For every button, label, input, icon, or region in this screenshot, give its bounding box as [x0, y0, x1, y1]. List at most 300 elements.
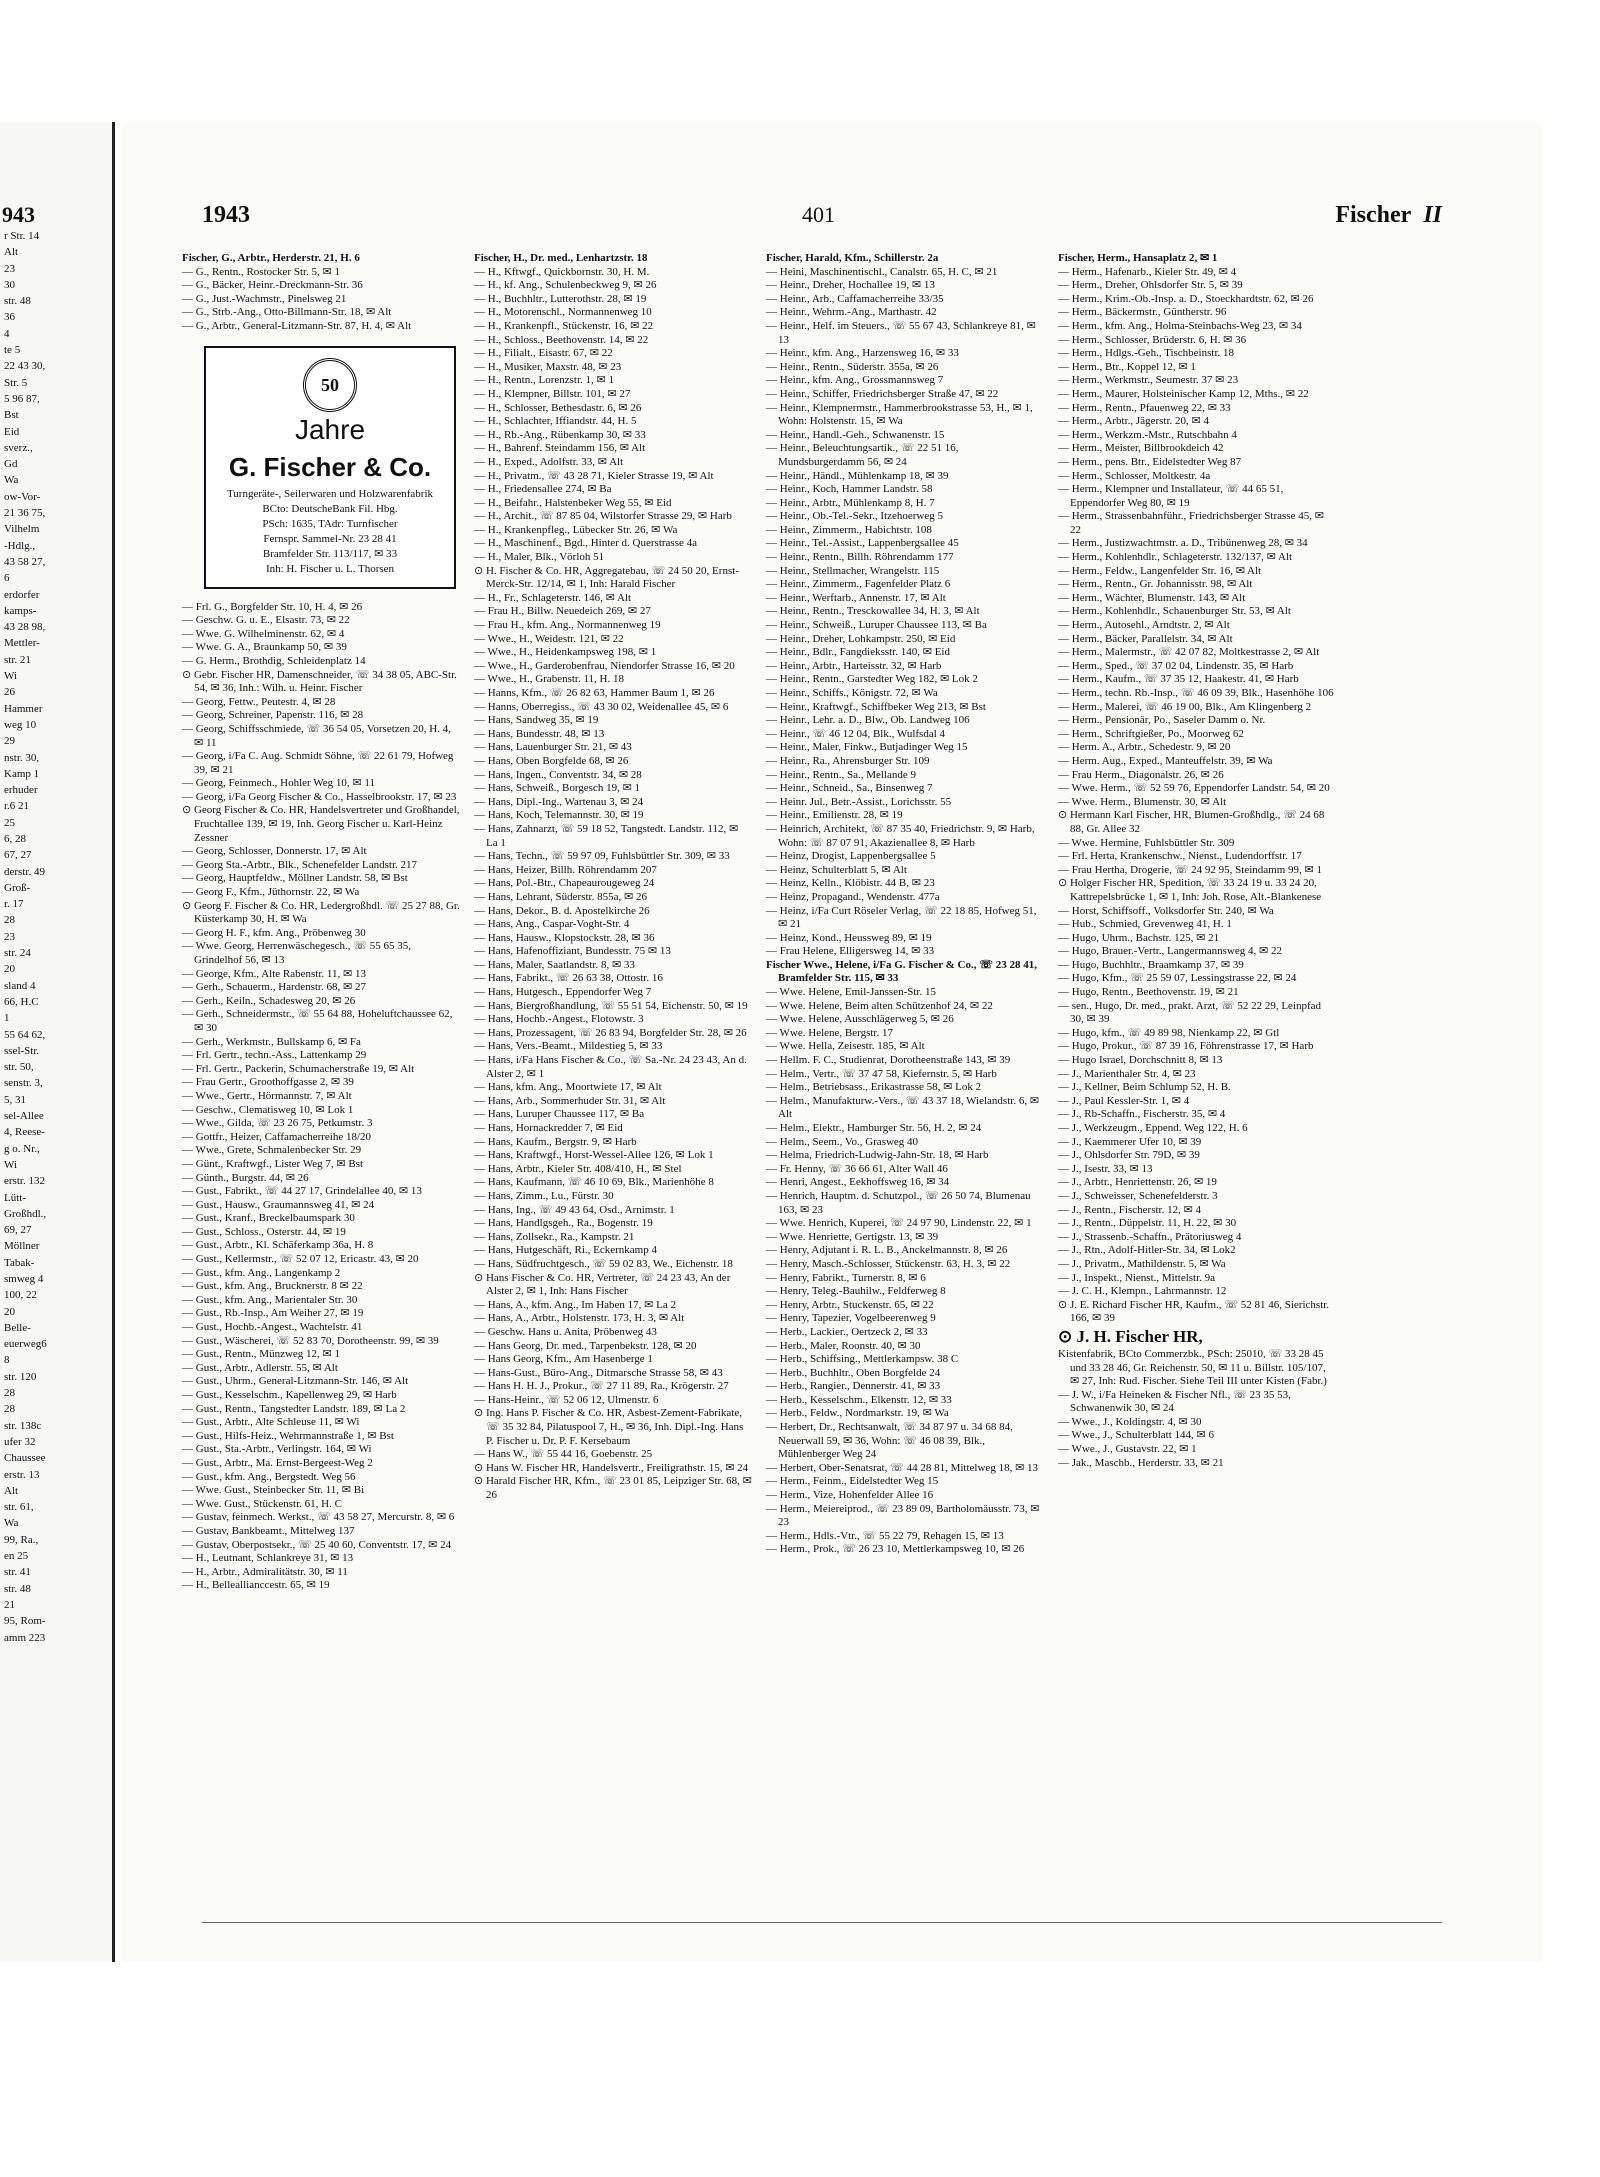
directory-entry: ⊙ J. H. Fischer HR,	[1058, 1326, 1203, 1346]
left-page-fragment-line: Wi	[4, 1158, 17, 1171]
directory-entry: — Heinr., Rentn., Garstedter Weg 182, ✉ Lok 2	[766, 673, 978, 686]
directory-entry: — Jak., Maschb., Herderstr. 33, ✉ 21	[1058, 1456, 1224, 1469]
directory-entry: — Wwe. Helene, Ausschlägerweg 5, ✉ 26	[766, 1013, 954, 1026]
directory-entry: — Georg, Fettw., Peutestr. 4, ✉ 28	[182, 695, 336, 708]
directory-entry: — H., Maler, Blk., Vörloh 51	[474, 551, 605, 564]
page-year: 1943	[202, 202, 250, 228]
left-page-fragment-line: Großhdl.,	[4, 1207, 47, 1220]
directory-entry: — Herm., Pensionär, Po., Saseler Damm o. Nr.	[1058, 714, 1266, 727]
directory-entry: — Hans, Schweiß., Borgesch 19, ✉ 1	[474, 782, 641, 795]
directory-entry: — Wwe. Henrich, Kuperei, ☏ 24 97 90, Lindenstr. 22, ✉ 1	[766, 1217, 1032, 1230]
directory-entry: — Gottfr., Heizer, Caffamacherreihe 18/20	[182, 1130, 372, 1143]
directory-entry: — Heinr., Schiffs., Königstr. 72, ✉ Wa	[766, 687, 938, 699]
left-page-fragment-line: ufer 32	[4, 1435, 36, 1448]
directory-entry: — J., Arbtr., Henriettenstr. 26, ✉ 19	[1058, 1176, 1217, 1189]
directory-entry: — Hans, Prozessagent, ☏ 26 83 94, Borgfelder Str. 28, ✉ 26	[474, 1026, 747, 1039]
directory-entry: — H., Musiker, Maxstr. 48, ✉ 23	[474, 360, 622, 373]
left-page-fragment-line: str. 120	[4, 1370, 37, 1383]
left-page-fragment-line: 95, Rom-	[4, 1615, 46, 1628]
directory-entry: — J., Isestr. 33, ✉ 13	[1058, 1162, 1153, 1175]
directory-entry: ⊙ Hermann Karl Fischer, HR, Blumen-Großhdlg., ☏ 24 68 88, Gr. Allee 32	[1058, 809, 1325, 835]
directory-entry: — Gust., Kranf., Breckelbaumspark 30	[182, 1212, 355, 1225]
directory-entry: — H., Fr., Schlageterstr. 146, ✉ Alt	[474, 591, 632, 604]
directory-entry: Fischer Wwe., Helene, i/Fa G. Fischer & Co., ☏ 23 28 41, Bramfelder Str. 115, ✉ 33	[766, 958, 1037, 985]
left-page-fragment-line: str. 41	[4, 1566, 31, 1579]
running-head	[1335, 202, 1442, 229]
left-page-fragment-line: nstr. 30,	[4, 751, 40, 764]
directory-entry: — Hugo, Rentn., Beethovenstr. 19, ✉ 21	[1058, 986, 1239, 999]
directory-entry: — J., Rentn., Fischerstr. 12, ✉ 4	[1058, 1203, 1202, 1216]
directory-entry: — J., Rtn., Adolf-Hitler-Str. 34, ✉ Lok2	[1058, 1244, 1236, 1257]
column-1	[182, 252, 460, 1932]
directory-entry: — Hans, Heizer, Billh. Röhrendamm 207	[474, 863, 657, 876]
directory-entry: — H., Privatm., ☏ 43 28 71, Kieler Strasse 19, ✉ Alt	[474, 469, 714, 482]
directory-entry: — Herm., Meiereiprod., ☏ 23 89 09, Bartholomäusstr. 73, ✉ 23	[766, 1502, 1040, 1529]
left-page-fragment-line: 21 36 75,	[4, 507, 46, 520]
directory-entry: — H., Krankenpfl., Stückenstr. 16, ✉ 22	[474, 319, 654, 332]
left-page-fragment-line: 25	[4, 816, 15, 829]
left-page-fragment-line: Gd	[4, 458, 18, 471]
directory-entry: ⊙ J. E. Richard Fischer HR, Kaufm., ☏ 52 81 46, Sierichstr. 166, ✉ 39	[1058, 1298, 1330, 1325]
directory-entry: — Frl. Gertr., techn.-Ass., Lattenkamp 29	[182, 1049, 367, 1062]
directory-entry: — Gust., Schloss., Osterstr. 44, ✉ 19	[182, 1225, 346, 1238]
directory-entry: — Herm., Feinm., Eidelstedter Weg 15	[766, 1475, 939, 1488]
directory-entry: — Hugo Israel, Dorchschnitt 8, ✉ 13	[1058, 1054, 1223, 1067]
directory-entry: — Hanns, Kfm., ☏ 26 82 63, Hammer Baum 1, ✉ 26	[474, 687, 715, 699]
directory-entry: — Herb., Maler, Roonstr. 40, ✉ 30	[766, 1339, 921, 1352]
directory-entry: — Wwe. Herm., ☏ 52 59 76, Eppendorfer Landstr. 54, ✉ 20	[1058, 782, 1330, 795]
directory-entry: — Gust., Wäscherei, ☏ 52 83 70, Dorotheenstr. 99, ✉ 39	[182, 1334, 439, 1347]
directory-entry: — Georg, Schiffsschmiede, ☏ 36 54 05, Vorsetzen 20, H. 4, ✉ 11	[182, 722, 451, 749]
directory-entry: — Heinz, Drogist, Lappenbergsallee 5	[766, 850, 936, 863]
directory-entry: — Hans Georg, Dr. med., Tarpenbekstr. 128, ✉ 20	[474, 1339, 697, 1352]
directory-entry: — Herbert, Dr., Rechtsanwalt, ☏ 34 87 97 u. 34 68 84, Neuerwall 59, ✉ 36, Wohn: ☏ 46 08 39, Blk., Mühlenberger Weg 24	[766, 1421, 1013, 1461]
directory-entry: — Gerh., Schneidermstr., ☏ 55 64 88, Hoheluftchaussee 62, ✉ 30	[182, 1008, 453, 1034]
left-page-fragment-line: r. 17	[4, 898, 24, 911]
left-page-fragment-line: en 25	[4, 1550, 29, 1563]
directory-entry: — Herb., Schiffsing., Mettlerkampsw. 38 C	[766, 1353, 959, 1366]
directory-entry: — Gust., Sta.-Arbtr., Verlingstr. 164, ✉ Wi	[182, 1443, 372, 1456]
directory-entry: — Hans, Arb., Sommerhuder Str. 31, ✉ Alt	[474, 1094, 666, 1107]
left-page-fragment-line: erstr. 13	[4, 1468, 40, 1481]
directory-entry: — Hans, Biergroßhandlung, ☏ 55 51 54, Eichenstr. 50, ✉ 19	[474, 999, 748, 1012]
directory-entry: — Heinr., Beleuchtungsartik., ☏ 22 51 16, Mundsburgerdamm 56, ✉ 24	[766, 442, 959, 468]
directory-entry: — J., Werkzeugm., Eppend. Weg 122, H. 6	[1058, 1122, 1248, 1134]
left-page-fragment-line: -Hdlg.,	[4, 539, 36, 552]
directory-entry: — Herb., Kesselschm., Elkenstr. 12, ✉ 33	[766, 1393, 952, 1406]
directory-entry: — Herm., Kohlenhdlr., Schauenburger Str. 53, ✉ Alt	[1058, 605, 1291, 618]
directory-entry: — Herm., Btr., Koppel 12, ✉ 1	[1058, 360, 1196, 373]
directory-entry: — Gust., Hilfs-Heiz., Wehrmannstraße 1, ✉ Bst	[182, 1429, 394, 1442]
left-page-fragment-line: str. 61,	[4, 1501, 34, 1514]
directory-entry: — Frau H., Billw. Neuedeich 269, ✉ 27	[474, 605, 651, 618]
directory-entry: — Hans, Pol.-Btr., Chapeaurougeweg 24	[474, 877, 655, 890]
directory-entry: — H., Archit., ☏ 87 85 04, Wilstorfer Strasse 29, ✉ Harb	[474, 510, 732, 523]
directory-entry: — Heinz, i/Fa Curt Röseler Verlag, ☏ 22 18 85, Hofweg 51, ✉ 21	[766, 904, 1037, 931]
directory-entry: — Heinr., ☏ 46 12 04, Blk., Wulfsdal 4	[766, 727, 946, 740]
directory-entry: — Hub., Schmied, Grevenweg 41, H. 1	[1058, 918, 1232, 931]
left-page-fragment-line: Lütt-	[4, 1191, 26, 1204]
directory-entry: — Wwe. Hermine, Fuhlsbüttler Str. 309	[1058, 836, 1235, 849]
left-page-fragment-line: 5, 31	[4, 1093, 26, 1106]
directory-entry: — Hans, Hutgeschäft, Ri., Eckernkamp 4	[474, 1244, 657, 1257]
directory-entry: — Herm., Kohlenhdlr., Schlageterstr. 132/137, ✉ Alt	[1058, 551, 1293, 564]
directory-entry: — Herm., Schlosser, Brüderstr. 6, H. ✉ 36	[1058, 333, 1247, 346]
left-page-fragment-line: 22 43 30,	[4, 360, 46, 373]
directory-entry: — Herm. Aug., Exped., Manteuffelstr. 39, ✉ Wa	[1058, 754, 1273, 767]
directory-entry: — Heinr., Dreher, Lohkampstr. 250, ✉ Eid	[766, 632, 956, 645]
left-page-fragment-line: Groß-	[4, 881, 31, 894]
directory-entry: — H., Filialt., Eisastr. 67, ✉ 22	[474, 347, 613, 360]
directory-entry: — Henrich, Hauptm. d. Schutzpol., ☏ 26 50 74, Blumenau 163, ✉ 23	[766, 1189, 1031, 1216]
directory-entry: ⊙ Hans W. Fischer HR, Handelsvertr., Freiligrathstr. 15, ✉ 24	[474, 1461, 749, 1474]
directory-entry: — H., Buchhltr., Lutterothstr. 28, ✉ 19	[474, 292, 647, 305]
directory-entry: — Gust., Arbtr., Ma. Ernst-Bergeest-Weg 2	[182, 1456, 373, 1469]
directory-entry: — Heinr., Dreher, Hochallee 19, ✉ 13	[766, 279, 935, 292]
left-page-fragment-line: str. 48	[4, 295, 31, 308]
advert-line: BCto: DeutscheBank Fil. Hbg.	[262, 502, 398, 515]
directory-entry: — Wwe. G. A., Braunkamp 50, ✉ 39	[182, 641, 347, 654]
directory-entry: — Heinr., Ra., Ahrensburger Str. 109	[766, 754, 930, 767]
directory-entry: — Herb., Rangier., Dennerstr. 41, ✉ 33	[766, 1380, 941, 1393]
directory-entry: — J., Rb-Schaffn., Fischerstr. 35, ✉ 4	[1058, 1108, 1226, 1121]
directory-entry: — Heinr., Koch, Hammer Landstr. 58	[766, 483, 933, 496]
directory-entry: — Heinr., Schneid., Sa., Binsenweg 7	[766, 782, 933, 795]
directory-entry: — Georg, Hauptfeldw., Möllner Landstr. 58, ✉ Bst	[182, 872, 408, 885]
directory-entry: — Heinr., Zimmerm., Habichtstr. 108	[766, 523, 932, 536]
left-page-fragment	[0, 122, 115, 1962]
left-page-fragment-line: ow-Vor-	[4, 490, 41, 503]
left-page-fragment-line: 43 28 98,	[4, 621, 46, 634]
directory-entry: — Heinr., kfm. Ang., Harzensweg 16, ✉ 33	[766, 347, 959, 360]
directory-entry: — Herm., Hdlgs.-Geh., Tischbeinstr. 18	[1058, 347, 1234, 360]
left-page-fragment-line: 43 58 27,	[4, 555, 46, 568]
directory-entry: — G., Bäcker, Heinr.-Dreckmann-Str. 36	[182, 279, 363, 292]
left-page-fragment-line: kamps-	[4, 604, 37, 617]
directory-entry: — Hans, Luruper Chaussee 117, ✉ Ba	[474, 1108, 645, 1121]
directory-entry: — Heinr., Klempnermstr., Hammerbrookstrasse 53, H., ✉ 1, Wohn: Holstenstr. 15, ✉ Wa	[766, 401, 1033, 428]
left-page-fragment-line: sland 4	[4, 979, 36, 992]
directory-entry: — Herm., Hdls.-Vtr., ☏ 55 22 79, Rehagen 15, ✉ 13	[766, 1529, 1004, 1542]
left-page-fragment-line: 28	[4, 1387, 15, 1400]
directory-entry: — Hans, Vers.-Beamt., Mildestieg 5, ✉ 33	[474, 1040, 663, 1053]
directory-entry: ⊙ Hans Fischer & Co. HR, Vertreter, ☏ 24 23 43, An der Alster 2, ✉ 1, Inh: Hans Fischer	[474, 1271, 731, 1298]
directory-entry: — Helm., Elektr., Hamburger Str. 56, H. 2, ✉ 24	[766, 1122, 982, 1134]
directory-entry: — Herm. A., Arbtr., Schedestr. 9, ✉ 20	[1058, 741, 1231, 754]
directory-entry: — Herm., Sped., ☏ 37 02 04, Lindenstr. 35, ✉ Harb	[1058, 659, 1294, 672]
directory-entry: — Herm., Werkzm.-Mstr., Rutschbahn 4	[1058, 428, 1237, 441]
directory-entry: — Heinr., kfm. Ang., Grossmannsweg 7	[766, 374, 944, 387]
left-page-fragment-line: Möllner	[4, 1240, 40, 1253]
directory-entry: — Georg H. F., kfm. Ang., Pröbenweg 30	[182, 926, 366, 939]
directory-entry: — Gust., Arbtr., Alte Schleuse 11, ✉ Wi	[182, 1416, 360, 1429]
directory-entry: — Horst, Schiffsoff., Volksdorfer Str. 240, ✉ Wa	[1058, 904, 1274, 917]
directory-entry: — Henry, Arbtr., Stuckenstr. 65, ✉ 22	[766, 1298, 934, 1311]
directory-entry: — H., Beifahr., Halstenbeker Weg 55, ✉ Eid	[474, 496, 672, 509]
directory-entry: — H., Schlachter, Iffiandstr. 44, H. 5	[474, 415, 637, 428]
left-page-fragment-line: str. 24	[4, 947, 31, 960]
directory-entry: — Herm., Autosehl., Arndtstr. 2, ✉ Alt	[1058, 619, 1230, 632]
directory-entry: — Herm., Klempner und Installateur, ☏ 44 65 51, Eppendorfer Weg 80, ✉ 19	[1058, 483, 1284, 509]
directory-entry: — H., Bahrenf. Steindamm 156, ✉ Alt	[474, 442, 646, 455]
left-page-fragment-line: te 5	[4, 344, 21, 357]
directory-entry: — Herb., Feldw., Nordmarkstr. 19, ✉ Wa	[766, 1407, 949, 1420]
directory-entry: — Heinr., Rentn., Süderstr. 355a, ✉ 26	[766, 360, 939, 373]
directory-entry: — Gust., Hochb.-Angest., Wachtelstr. 41	[182, 1321, 363, 1334]
directory-entry: — Heinr., Bdlr., Fangdieksstr. 140, ✉ Eid	[766, 646, 950, 659]
directory-entry: — Heinz, Kond., Heussweg 89, ✉ 19	[766, 931, 932, 944]
directory-entry: — Frau Helene, Elligersweg 14, ✉ 33	[766, 945, 935, 958]
left-page-fragment-line: 100, 22	[4, 1289, 37, 1302]
directory-entry: — Gust., Hausw., Graumannsweg 41, ✉ 24	[182, 1198, 375, 1211]
directory-entry: — Hans, Dipl.-Ing., Wartenau 3, ✉ 24	[474, 795, 644, 808]
directory-entry: — Hans, Kaufmann, ☏ 46 10 69, Blk., Marienhöhe 8	[474, 1176, 714, 1189]
directory-entry: — Herm., Arbtr., Jägerstr. 20, ✉ 4	[1058, 415, 1209, 428]
left-page-fragment-line: Wa	[4, 1517, 19, 1530]
directory-entry: — Herm., Strassenbahnführ., Friedrichsberger Strasse 45, ✉ 22	[1058, 510, 1324, 536]
left-page-fragment-line: r Str. 14	[4, 230, 40, 242]
directory-entry: ⊙ H. Fischer & Co. HR, Aggregatebau, ☏ 24 50 20, Ernst-Merck-Str. 12/14, ✉ 1, Inh: Harald Fischer	[474, 564, 739, 591]
left-page-fragment-line: erdorfer	[4, 588, 40, 601]
directory-entry: — Hans Georg, Kfm., Am Hasenberge 1	[474, 1353, 653, 1366]
directory-entry: — Frau H., kfm. Ang., Normannenweg 19	[474, 619, 661, 632]
directory-entry: — Heinr., Zimmerm., Fagenfelder Platz 6	[766, 578, 951, 591]
directory-entry: ⊙ Georg F. Fischer & Co. HR, Ledergroßhdl. ☏ 25 27 88, Gr. Küsterkamp 30, H. ✉ Wa	[182, 899, 460, 926]
advert-line: PSch: 1635, TAdr: Turnfischer	[262, 517, 398, 530]
directory-entry: — Gust., Kellermstr., ☏ 52 07 12, Ericastr. 43, ✉ 20	[182, 1253, 419, 1266]
directory-entry: — Wwe., J., Koldingstr. 4, ✉ 30	[1058, 1415, 1202, 1428]
left-page-fragment-line: Eid	[4, 425, 20, 438]
advert-line: Bramfelder Str. 113/117, ✉ 33	[262, 547, 398, 560]
left-page-fragment-line: Wa	[4, 474, 19, 487]
directory-entry: — George, Kfm., Alte Rabenstr. 11, ✉ 13	[182, 967, 366, 980]
directory-entry: — Wwe., J., Schulterblatt 144, ✉ 6	[1058, 1429, 1214, 1442]
left-page-fragment-line: 6	[4, 572, 10, 585]
advert-firm-name: G. Fischer & Co.	[228, 451, 432, 482]
directory-entry: — Gust., kfm. Ang., Marientaler Str. 30	[182, 1293, 358, 1306]
directory-entry: — Herbert, Ober-Senatsrat, ☏ 44 28 81, Mittelweg 18, ✉ 13	[766, 1461, 1039, 1474]
directory-entry: — Heini, Maschinentischl., Canalstr. 65, H. C, ✉ 21	[766, 265, 998, 278]
directory-entry: ⊙ Georg Fischer & Co. HR, Handelsvertreter und Großhandel, Fruchtallee 139, ✉ 19, Inh. Georg Fischer u. Karl-Heinz Zessner	[182, 804, 460, 844]
directory-entry: — J., Strassenb.-Schaffn., Prätoriusweg 4	[1058, 1230, 1242, 1243]
directory-entry: — Herm., pens. Btr., Eidelstedter Weg 87	[1058, 455, 1242, 468]
directory-entry: — Heinr., Maler, Finkw., Butjadinger Weg 15	[766, 741, 968, 754]
directory-entry: — Hans, Lehrant, Süderstr. 855a, ✉ 26	[474, 890, 647, 903]
directory-entry: — Herm., Kaufm., ☏ 37 35 12, Haakestr. 41, ✉ Harb	[1058, 673, 1299, 686]
left-page-fragment-line: erhuder	[4, 784, 38, 797]
directory-entry: — Gerh., Schauerm., Hardenstr. 68, ✉ 27	[182, 981, 366, 994]
directory-entry: — H., Exped., Adolfstr. 33, ✉ Alt	[474, 455, 624, 468]
directory-entry: — Hans, Sandweg 35, ✉ 19	[474, 714, 599, 727]
left-page-fragment-line: 36	[4, 311, 15, 324]
directory-entry: — Wwe. Herm., Blumenstr. 30, ✉ Alt	[1058, 795, 1227, 808]
directory-entry: — Hugo, Buchhltr., Braamkamp 37, ✉ 39	[1058, 958, 1244, 971]
directory-entry: — Herm., Rentn., Gr. Johannisstr. 98, ✉ Alt	[1058, 578, 1253, 591]
left-page-fragment-line: erstr. 132	[4, 1175, 45, 1188]
left-page-fragment-line: Hammer	[4, 702, 43, 715]
left-page-fragment-line: str. 48	[4, 1582, 31, 1595]
bottom-rule	[202, 1922, 1442, 1923]
directory-entry: — Wwe. Georg, Herrenwäschegesch., ☏ 55 65 35, Grindelhof 56, ✉ 13	[182, 940, 412, 966]
directory-entry: — Hans, Arbtr., Kieler Str. 408/410, H., ✉ Stel	[474, 1162, 682, 1175]
directory-entry: — Wwe., H., Garderobenfrau, Niendorfer Strasse 16, ✉ 20	[474, 659, 735, 672]
directory-entry: — Hans-Gust., Büro-Ang., Ditmarsche Strasse 58, ✉ 43	[474, 1366, 723, 1379]
directory-entry: — Heinr., Schiffer, Friedrichsberger Straße 47, ✉ 22	[766, 387, 999, 400]
directory-entry: — Henry, Teleg.-Bauhilw., Feldferweg 8	[766, 1285, 946, 1298]
directory-entry: — Heinr., Arbtr., Mühlenkamp 8, H. 7	[766, 496, 935, 509]
left-page-fragment-line: 21	[4, 1598, 15, 1611]
directory-entry: — Gust., kfm. Ang., Bergstedt. Weg 56	[182, 1470, 356, 1483]
directory-entry: — Heinr. Jul., Betr.-Assist., Lorichsstr. 55	[766, 795, 952, 808]
left-page-fragment-line: Alt	[4, 246, 19, 259]
directory-entry: — Herm., Krim.-Ob.-Insp. a. D., Stoeckhardtstr. 62, ✉ 26	[1058, 292, 1314, 305]
directory-entry: — J., Paul Kessler-Str. 1, ✉ 4	[1058, 1094, 1190, 1107]
left-page-fragment-line: Tabak-	[4, 1256, 35, 1269]
directory-entry: — J., Schweisser, Schenefelderstr. 3	[1058, 1189, 1218, 1202]
advert-line: Turngeräte-, Seilerwaren und Holzwarenfabrik	[226, 487, 434, 500]
directory-entry: — Heinz, Schulterblatt 5, ✉ Alt	[766, 863, 907, 876]
directory-entry: — H., Maschinenf., Bgd., Hinter d. Querstrasse 4a	[474, 537, 698, 550]
directory-entry: — Frau Herm., Diagonalstr. 26, ✉ 26	[1058, 768, 1224, 781]
directory-entry: — Georg, Schreiner, Papenstr. 116, ✉ 28	[182, 709, 364, 722]
directory-entry: — Herm., Malerei, ☏ 46 19 00, Blk., Am Klingenberg 2	[1058, 700, 1312, 713]
left-page-fragment-line: amm 223	[4, 1631, 46, 1644]
left-page-fragment-line: 6, 28	[4, 832, 26, 845]
directory-entry: — H., Leutnant, Schlankreye 31, ✉ 13	[182, 1552, 354, 1565]
left-page-fragment-line: 66, H.C	[4, 995, 39, 1008]
directory-entry: — Herb., Lackier., Oertzeck 2, ✉ 33	[766, 1325, 928, 1338]
directory-entry: — J. C. H., Klempn., Lahrmannstr. 12	[1058, 1285, 1227, 1298]
directory-entry: — H., Motorenschl., Normannenweg 10	[474, 306, 652, 319]
directory-entry: — Frau Gertr., Groothoffgasse 2, ✉ 39	[182, 1076, 354, 1089]
left-page-fragment-line: senstr. 3,	[4, 1077, 43, 1090]
directory-entry: — Hans, Koch, Telemannstr. 30, ✉ 19	[474, 809, 644, 822]
directory-entry: — Hans, Oben Borgfelde 68, ✉ 26	[474, 754, 629, 767]
directory-entry: — Hans, A., kfm. Ang., Im Haben 17, ✉ La 2	[474, 1298, 676, 1311]
directory-entry: — Hans, A., Arbtr., Holstenstr. 173, H. 3, ✉ Alt	[474, 1312, 685, 1325]
directory-entry: — Günth., Burgstr. 44, ✉ 26	[182, 1171, 309, 1184]
directory-entry: Kistenfabrik, BCto Commerzbk., PSch: 25010, ☏ 33 28 45 und 33 28 46, Gr. Reichenstr. 50, ✉ 11 u. Billstr. 105/107, ✉ 27, Inh: Rud. Fischer. Siehe Teil III unter Kisten (Fabr.)	[1058, 1347, 1327, 1388]
directory-entry: — Wwe. Helene, Beim alten Schützenhof 24, ✉ 22	[766, 999, 993, 1012]
directory-entry: — Gust., Arbtr., Adlerstr. 55, ✉ Alt	[182, 1361, 338, 1374]
directory-entry: — Wwe. G. Wilhelminenstr. 62, ✉ 4	[182, 627, 345, 640]
directory-entry: — Hans, Zimm., Lu., Fürstr. 30	[474, 1189, 614, 1202]
directory-entry: — Hans, kfm. Ang., Moortwiete 17, ✉ Alt	[474, 1081, 662, 1094]
page-number: 401	[802, 202, 835, 227]
advert-line: Fernspr. Sammel-Nr. 23 28 41	[263, 532, 397, 545]
directory-entry: — Heinr., Lehr. a. D., Blw., Ob. Landweg 106	[766, 714, 970, 727]
left-page-fragment-line: 4	[4, 327, 10, 340]
directory-entry: — Hans W., ☏ 55 44 16, Goebenstr. 25	[474, 1448, 653, 1461]
directory-entry: — Herm., Prok., ☏ 26 23 10, Mettlerkampsweg 10, ✉ 26	[766, 1543, 1025, 1556]
left-page-fragment-line: str. 21	[4, 653, 31, 666]
left-page-fragment-line: 99, Ra.,	[4, 1533, 39, 1546]
left-page-fragment-line: Kamp 1	[4, 767, 40, 780]
directory-entry: — Hans, Kraftwgf., Horst-Wessel-Allee 126, ✉ Lok 1	[474, 1149, 714, 1162]
left-page-fragment-line: Alt	[4, 1484, 19, 1497]
directory-entry: — Gust., Arbtr., Kl. Schäferkamp 36a, H. 8	[182, 1239, 374, 1252]
directory-entry: — J., Kaemmerer Ufer 10, ✉ 39	[1058, 1135, 1202, 1148]
directory-entry: — Gust., kfm. Ang., Brucknerstr. 8 ✉ 22	[182, 1280, 363, 1293]
left-page-fragment-line: 28	[4, 914, 15, 927]
directory-entry: — Hans, Dekor., B. d. Apostelkirche 26	[474, 904, 650, 917]
left-page-fragment-line: 23	[4, 262, 15, 275]
directory-entry: — Georg F., Kfm., Jüthornstr. 22, ✉ Wa	[182, 886, 360, 899]
directory-entry: — H., Klempner, Billstr. 101, ✉ 27	[474, 387, 631, 400]
advertisement-box	[204, 346, 456, 589]
left-page-text	[0, 228, 112, 1646]
directory-entry: — Herm., Rentn., Pfauenweg 22, ✉ 33	[1058, 401, 1231, 414]
left-page-fragment-line: 20	[4, 1305, 15, 1318]
directory-entry: — Henri, Angest., Eekhoffsweg 16, ✉ 34	[766, 1176, 950, 1189]
directory-entry: — Georg, Feinmech., Hohler Weg 10, ✉ 11	[182, 777, 375, 790]
directory-entry: — Hans, Ang., Caspar-Voght-Str. 4	[474, 918, 630, 931]
directory-entry: Fischer, Herm., Hansaplatz 2, ✉ 1	[1058, 252, 1218, 264]
directory-entry: — Herm., kfm. Ang., Holma-Steinbachs-Weg 23, ✉ 34	[1058, 319, 1302, 332]
directory-entry: — Gerh., Werkmstr., Bullskamp 6, ✉ Fa	[182, 1035, 361, 1048]
directory-entry: — Georg, i/Fa C. Aug. Schmidt Söhne, ☏ 22 61 79, Hofweg 39, ✉ 21	[182, 750, 454, 776]
directory-entry: — Hans, Hutgesch., Eppendorfer Weg 7	[474, 986, 652, 999]
left-page-fragment-line: 4, Reese-	[4, 1126, 45, 1139]
directory-entry: — Wwe. Helene, Emil-Janssen-Str. 15	[766, 986, 936, 999]
left-page-fragment-line: 67, 27	[4, 849, 32, 862]
directory-entry: Fischer, G., Arbtr., Herderstr. 21, H. 6	[182, 252, 360, 264]
directory-entry: — Heinz, Kelln., Klöbistr. 44 B, ✉ 23	[766, 877, 935, 890]
directory-entry: — Gust., Rentn., Tangstedter Landstr. 189, ✉ La 2	[182, 1402, 406, 1415]
directory-entry: — Hans, Techn., ☏ 59 97 09, Fuhlsbüttler Str. 309, ✉ 33	[474, 850, 730, 863]
directory-entry: — Hans, Zahnarzt, ☏ 59 18 52, Tangstedt. Landstr. 112, ✉ La 1	[474, 822, 739, 849]
directory-entry: — H., Belleallianccestr. 65, ✉ 19	[182, 1579, 330, 1592]
directory-entry: — Herm., Maurer, Holsteinischer Kamp 12, Mths., ✉ 22	[1058, 387, 1309, 400]
left-page-fragment-line: ssel-Str.	[4, 1044, 40, 1057]
directory-entry: — Wwe., H., Weidestr. 121, ✉ 22	[474, 632, 624, 645]
directory-entry: — Heinr., Arb., Caffamacherreihe 33/35	[766, 292, 944, 305]
directory-entry: ⊙ Gebr. Fischer HR, Damenschneider, ☏ 34 38 05, ABC-Str. 54, ✉ 36, Inh.: Wilh. u. Heinr. Fischer	[182, 668, 457, 695]
directory-entry: — Hellm. F. C., Studienrat, Dorotheenstraße 143, ✉ 39	[766, 1054, 1011, 1067]
directory-entry: — Hans, Maler, Saatlandstr. 8, ✉ 33	[474, 958, 635, 971]
directory-entry: — J., Rentn., Düppelstr. 11, H. 22, ✉ 30	[1058, 1217, 1237, 1230]
directory-entry: — Heinr., Tel.-Assist., Lappenbergsallee 45	[766, 537, 959, 550]
directory-entry: — Georg, Schlosser, Donnerstr. 17, ✉ Alt	[182, 845, 367, 858]
directory-entry: — Heinr., Wehrm.-Ang., Marthastr. 42	[766, 306, 937, 319]
anniversary-badge: 50	[303, 358, 357, 412]
directory-entry: — Geschw., Clematisweg 10, ✉ Lok 1	[182, 1103, 354, 1116]
directory-entry: — H., Kftwgf., Quickbornstr. 30, H. M.	[474, 265, 650, 278]
directory-entry: — Hans, Zollsekr., Ra., Kampstr. 21	[474, 1230, 635, 1243]
left-page-fragment-line: 5 96 87,	[4, 392, 40, 405]
directory-entry: — Wwe. Gust., Steinbecker Str. 11, ✉ Bi	[182, 1484, 365, 1497]
directory-entry: — Helm., Seem., Vo., Grasweg 40	[766, 1135, 919, 1148]
directory-page	[122, 122, 1542, 1962]
directory-entry: — Herm., Vize, Hohenfelder Allee 16	[766, 1489, 934, 1502]
directory-entry: — Herm., Wächter, Blumenstr. 143, ✉ Alt	[1058, 591, 1246, 604]
directory-entry: — Wwe., Gertr., Hörmannstr. 7, ✉ Alt	[182, 1089, 352, 1102]
directory-entry: — Heinrich, Architekt, ☏ 87 35 40, Friedrichstr. 9, ✉ Harb, Wohn: ☏ 87 07 91, Akazienallee 8, ✉ Harb	[766, 822, 1035, 849]
directory-entry: — Hans, Handlgsgeh., Ra., Bogenstr. 19	[474, 1217, 653, 1230]
directory-entry: — H., Rb.-Ang., Rübenkamp 30, ✉ 33	[474, 428, 646, 441]
directory-entry: — G., Strb.-Ang., Otto-Billmann-Str. 18, ✉ Alt	[182, 306, 392, 319]
directory-entry: — G., Rentn., Rostocker Str. 5, ✉ 1	[182, 265, 341, 278]
directory-entry: — Heinr., Kraftwgf., Schiffbeker Weg 213, ✉ Bst	[766, 700, 986, 713]
directory-entry: — Herb., Buchhltr., Oben Borgfelde 24	[766, 1366, 941, 1379]
directory-entry: — Henry, Adjutant i. R. L. B., Anckelmannstr. 8, ✉ 26	[766, 1244, 1008, 1257]
directory-entry: — Herm., Schlosser, Moltkestr. 4a	[1058, 469, 1211, 482]
directory-entry: — Henry, Tapezier, Vogelbeerenweg 9	[766, 1312, 936, 1325]
directory-entry: — Gust., Uhrm., General-Litzmann-Str. 146, ✉ Alt	[182, 1375, 409, 1388]
directory-entry: — Heinr., Rentn., Billh. Röhrendamm 177	[766, 551, 954, 564]
directory-entry: — H., Schloss., Beethovenstr. 14, ✉ 22	[474, 333, 649, 346]
advert-jahre: Jahre	[294, 413, 366, 445]
